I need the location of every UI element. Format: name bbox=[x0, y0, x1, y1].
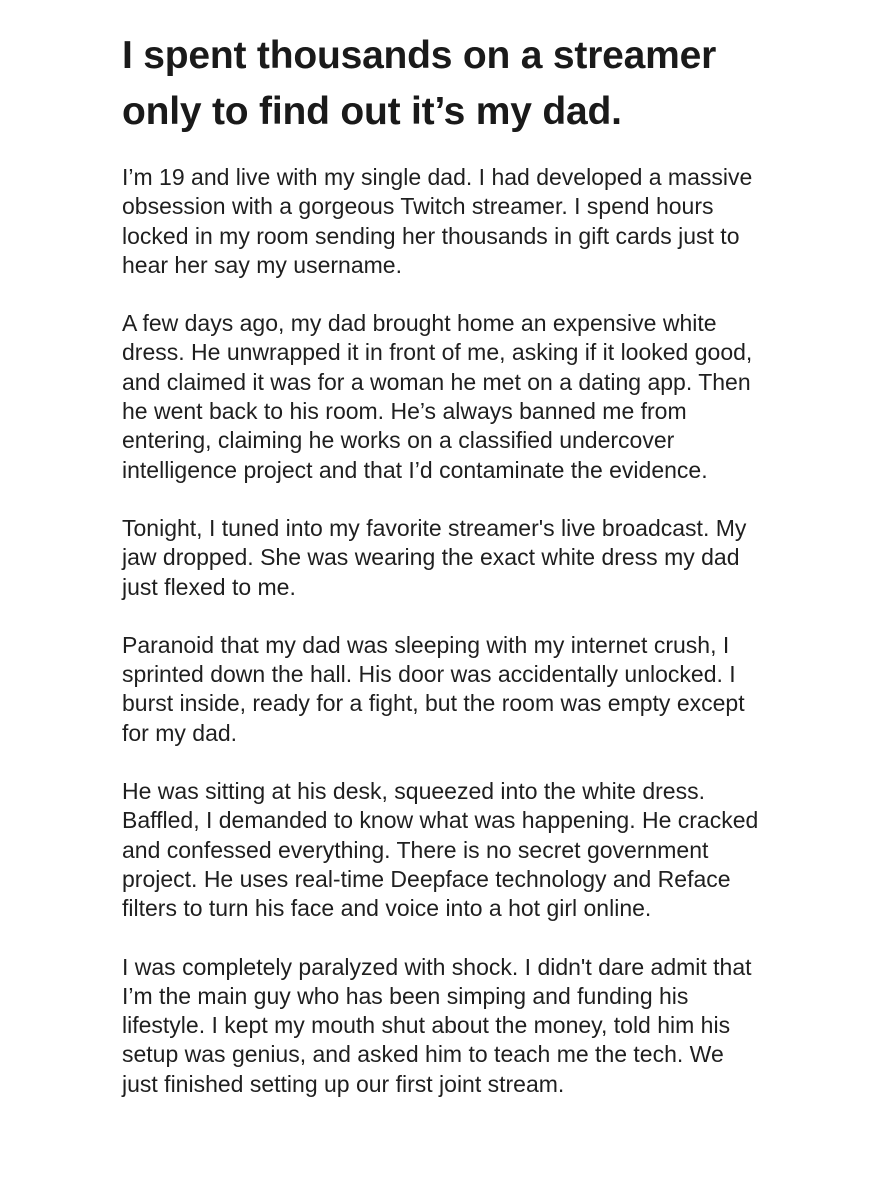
paragraph-1: I’m 19 and live with my single dad. I had developed a massive obsession with a gorgeous Twitch streamer. I spend hours locked in my room sending her thousands in gift cards just to hear her say my username. bbox=[122, 164, 753, 278]
post-container bbox=[122, 28, 762, 1099]
paragraph-5: He was sitting at his desk, squeezed into the white dress. Baffled, I demanded to know what was happening. He cracked and confessed everything. There is no secret government project. He uses real-time Deepface technology and Reface filters to turn his face and voice into a hot girl online. bbox=[122, 778, 759, 922]
paragraph-4: Paranoid that my dad was sleeping with my internet crush, I sprinted down the hall. His door was accidentally unlocked. I burst inside, ready for a fight, but the room was empty except for my dad. bbox=[122, 631, 745, 746]
paragraph-3: Tonight, I tuned into my favorite streamer's live broadcast. My jaw dropped. She was wearing the exact white dress my dad just flexed to me. bbox=[122, 514, 747, 600]
post-title: I spent thousands on a streamer only to find out it’s my dad. bbox=[122, 34, 717, 133]
paragraph-2: A few days ago, my dad brought home an expensive white dress. He unwrapped it in front of me, asking if it looked good, and claimed it was for a woman he met on a dating app. Then he went back to his room. He’s always banned me from entering, claiming he works on a classified undercover intelligence project and that I’d contaminate the evidence. bbox=[122, 310, 753, 483]
post-body bbox=[122, 163, 762, 1099]
paragraph-6: I was completely paralyzed with shock. I didn't dare admit that I’m the main guy who has been simping and funding his lifestyle. I kept my mouth shut about the money, told him his setup was genius, and asked him to teach me the tech. We just finished setting up our first joint stream. bbox=[122, 953, 752, 1097]
